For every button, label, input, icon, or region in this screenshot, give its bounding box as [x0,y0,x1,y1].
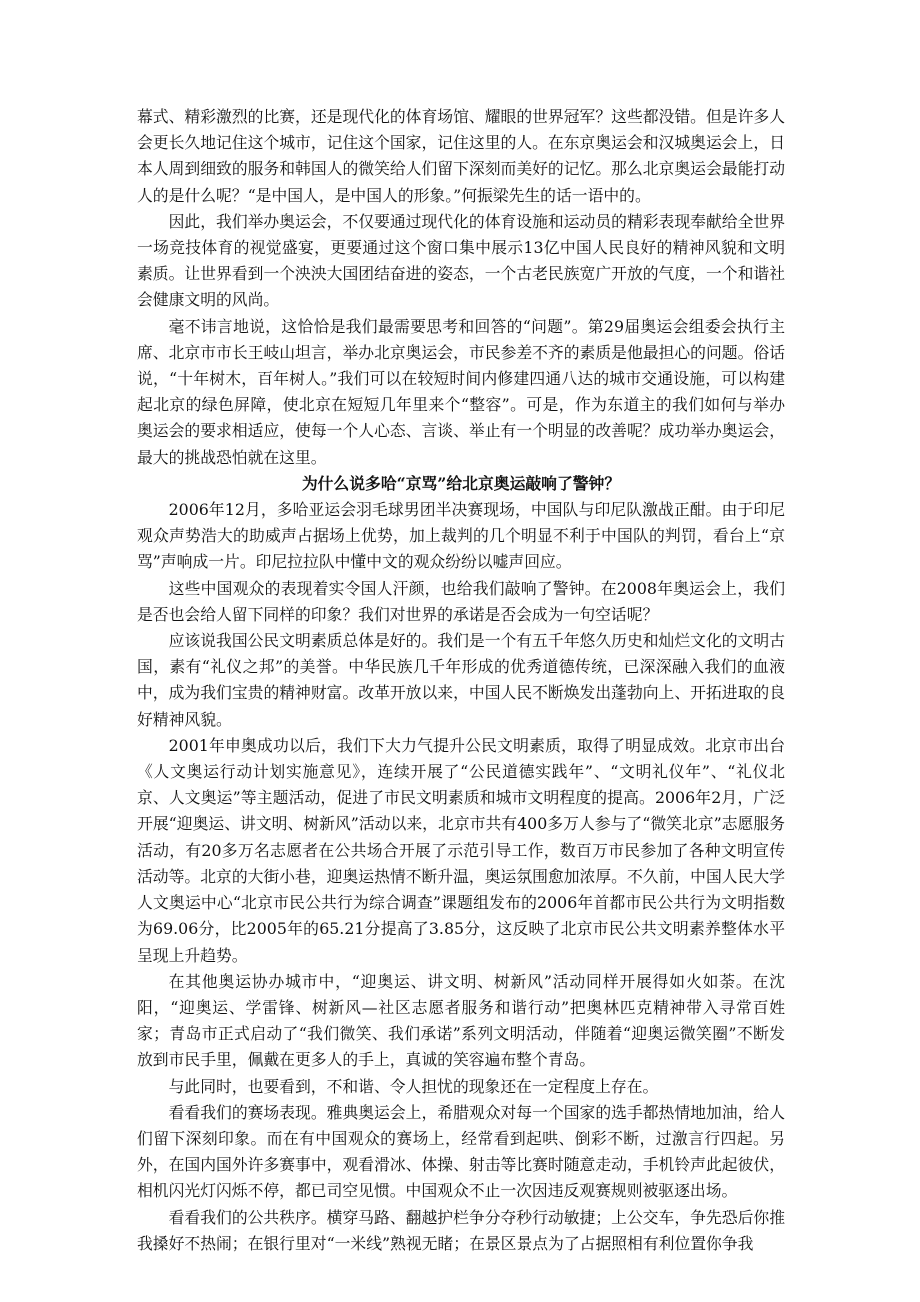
paragraph: 因此，我们举办奥运会，不仅要通过现代化的体育设施和运动员的精彩表现奉献给全世界一场竞技体育的视觉盛宴，更要通过这个窗口集中展示13亿中国人民良好的精神风貌和文明素质。让世界看到一个泱泱大国团结奋进的姿态，一个古老民族宽广开放的气度，一个和谐社会健康文明的风尚。 [137,211,785,310]
section-heading: 为什么说多哈“京骂”给北京奥运敲响了警钟？ [301,473,621,493]
paragraph: 应该说我国公民文明素质总体是好的。我们是一个有五千年悠久历史和灿烂文化的文明古国，素有“礼仪之邦”的美誉。中华民族几千年形成的优秀道德传统，已深深融入我们的血液中，成为我们宝贵的精神财富。改革开放以来，中国人民不断焕发出蓬勃向上、开拓进取的良好精神风貌。 [137,631,785,729]
paragraph: 幕式、精彩激烈的比赛，还是现代化的体育场馆、耀眼的世界冠军？这些都没错。但是许多人会更长久地记住这个城市，记住这个国家，记住这里的人。在东京奥运会和汉城奥运会上，日本人周到细致的服务和韩国人的微笑给人们留下深刻而美好的记忆。那么北京奥运会最能打动人的是什么呢？“是中国人，是中国人的形象。”何振梁先生的话一语中的。 [137,107,785,205]
paragraph: 2001年申奥成功以后，我们下大力气提升公民文明素质，取得了明显成效。北京市出台《人文奥运行动计划实施意见》，连续开展了“公民道德实践年”、“文明礼仪年”、“礼仪北京、人文奥运”等主题活动，促进了市民文明素质和城市文明程度的提高。2006年2月，广泛开展“迎奥运、讲文明、树新风”活动以来，北京市共有400多万人参与了“微笑北京”志愿服务活动，有20多万名志愿者在公共场合开展了示范引导工作，数百万市民参加了各种文明宣传活动等。北京的大街小巷，迎奥运热情不断升温，奥运氛围愈加浓厚。不久前，中国人民大学人文奥运中心“北京市民公共行为综合调查”课题组发布的2006年首都市民公共行为文明指数为69.06分，比2005年的65.21分提高了3.85分，这反映了北京市民公共文明素养整体水平呈现上升趋势。 [137,735,785,965]
document-body [137,104,785,1257]
paragraph: 看看我们的公共秩序。横穿马路、翻越护栏争分夺秒行动敏捷；上公交车，争先恐后你推我搡好不热闹；在银行里对“一米线”熟视无睹；在景区景点为了占据照相有利位置你争我 [137,1207,785,1253]
paragraph: 这些中国观众的表现着实令国人汗颜，也给我们敲响了警钟。在2008年奥运会上，我们是否也会给人留下同样的印象？我们对世界的承诺是否会成为一句空话呢？ [137,578,785,624]
paragraph: 看看我们的赛场表现。雅典奥运会上，希腊观众对每一个国家的选手都热情地加油，给人们留下深刻印象。而在有中国观众的赛场上，经常看到起哄、倒彩不断，过激言行四起。另外，在国内国外许多赛事中，观看滑冰、体操、射击等比赛时随意走动，手机铃声此起彼伏，相机闪光灯闪烁不停，都已司空见惯。中国观众不止一次因违反观赛规则被驱逐出场。 [137,1102,785,1201]
paragraph: 2006年12月，多哈亚运会羽毛球男团半决赛现场，中国队与印尼队激战正酣。由于印尼观众声势浩大的助威声占据场上优势，加上裁判的几个明显不利于中国队的判罚，看台上“京骂”声响成一片。印尼拉拉队中懂中文的观众纷纷以嘘声回应。 [137,500,785,572]
paragraph: 在其他奥运协办城市中，“迎奥运、讲文明、树新风”活动同样开展得如火如荼。在沈阳，“迎奥运、学雷锋、树新风—社区志愿者服务和谐行动”把奥林匹克精神带入寻常百姓家；青岛市正式启动了“我们微笑、我们承诺”系列文明活动，伴随着“迎奥运微笑圈”不断发放到市民手里，佩戴在更多人的手上，真诚的笑容遍布整个青岛。 [137,971,785,1070]
paragraph: 与此同时，也要看到，不和谐、令人担忧的现象还在一定程度上存在。 [168,1076,659,1096]
paragraph: 毫不讳言地说，这恰恰是我们最需要思考和回答的“问题”。第29届奥运会组委会执行主席、北京市市长王岐山坦言，举办北京奥运会，市民参差不齐的素质是他最担心的问题。俗话说，“十年树木，百年树人。”我们可以在较短时间内修建四通八达的城市交通设施，可以构建起北京的绿色屏障，使北京在短短几年里来个“整容”。可是，作为东道主的我们如何与举办奥运会的要求相适应，使每一个人心态、言谈、举止有一个明显的改善呢？成功举办奥运会，最大的挑战恐怕就在这里。 [137,316,785,467]
